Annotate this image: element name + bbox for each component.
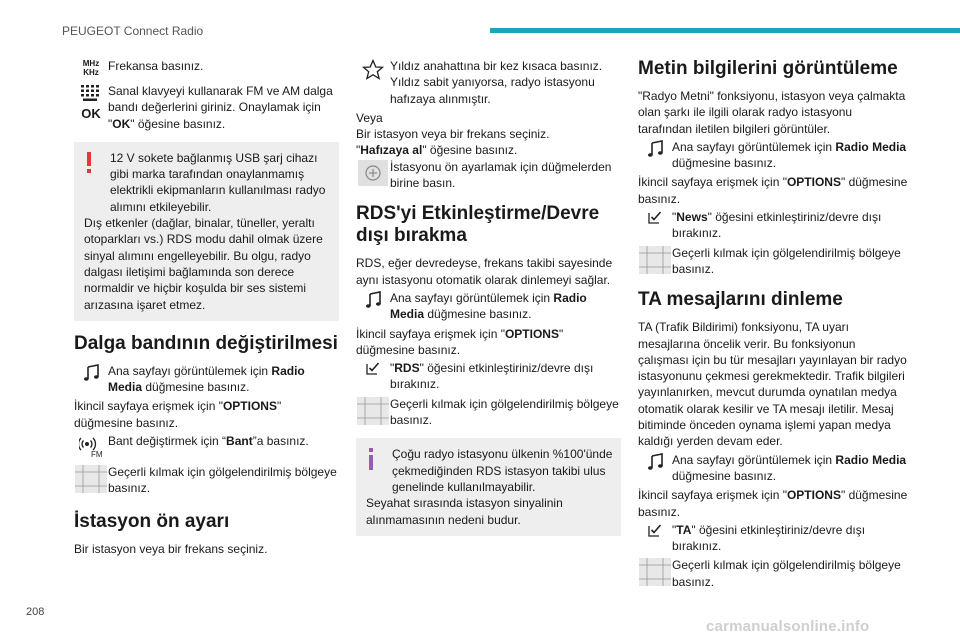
- keyboard-icon: [74, 83, 108, 122]
- ok-label: OK: [81, 106, 101, 121]
- text-grid-step: Geçerli kılmak için gölgelendirilmiş bölgeye basınız.: [638, 245, 908, 278]
- text-media-step: Ana sayfayı görüntülemek için Radio Media düğmesine basınız.: [638, 139, 908, 172]
- rds-heading: RDS'yi Etkinleştirme/Devre dışı bırakma: [356, 203, 600, 247]
- info-note: Çoğu radyo istasyonu ülkenin %100'ünde çekmediğinden RDS istasyon takibi ulus genelinde kullanılmayabilir. Seyahat sırasında istasyon sinyalinin alınmamasının nedeni budur.: [356, 438, 621, 535]
- news-check-step: "News" öğesini etkinleştiriniz/devre dışı bırakınız.: [638, 209, 908, 242]
- page-number: 208: [26, 606, 45, 618]
- header-accent-bar: [490, 28, 960, 33]
- band-heading: Dalga bandının değiştirilmesi: [74, 332, 338, 354]
- band-grid-step: Geçerli kılmak için gölgelendirilmiş bölgeye basınız.: [74, 464, 339, 497]
- column-1: MHz KHz Frekansa basınız. OK Sanal klavyeyi kullanarak FM ve AM dalga bandı değerlerini giriniz. Onaylamak için "OK" öğesine basınız. 12 V sokete bağlanmış USB şarj cihazı gibi marka tarafından onaylanmamış elektrikli ekipmanların kullanılması radyo alımını etkileyebilir. Dış etkenler (dağlar, binalar, tüneller, yeraltı otoparkları vs.) RDS modu dahil olmak üzere sinyal alımını engelleyebilir. Bu olgu, radyo dalgası iletişimi bağlamında son derece normaldir ve hiçbir koşulda bir ses sistemi arızasına işaret etmez. Dalga bandının değiştirilmesi Ana sayfayı görüntülemek için Radio Media düğmesine basınız. İkincil sayfaya erişmek için "OPTIONS" düğmesine basınız. FM Bant değiştirmek için “Bant”a basınız. Geçerli kılmak için gölgelendirilmiş bölgeye basınız. İstasyon ön ayarı Bir istasyon veya bir frekans seçiniz.: [74, 59, 338, 556]
- rds-check-step: "RDS" öğesini etkinleştiriniz/devre dışı bırakınız.: [356, 360, 621, 393]
- ta-heading: TA mesajlarını dinleme: [638, 289, 843, 311]
- ta-check-step: "TA" öğesini etkinleştiriniz/devre dışı bırakınız.: [638, 522, 908, 555]
- music-note-icon: [74, 363, 108, 382]
- freq-step: MHz KHz Frekansa basınız.: [74, 58, 339, 77]
- checkbox-icon: [356, 360, 390, 375]
- keyboard-step: OK Sanal klavyeyi kullanarak FM ve AM dalga bandı değerlerini giriniz. Onaylamak için "OK" öğesine basınız.: [74, 83, 339, 132]
- band-fm-step: FM Bant değiştirmek için “Bant”a basınız.: [74, 433, 339, 458]
- footer-watermark: carmanualsonline.info: [706, 618, 870, 635]
- svg-text:FM: FM: [91, 450, 103, 459]
- fm-radio-icon: [74, 433, 108, 458]
- star-icon: [356, 58, 390, 81]
- add-preset-icon: [356, 159, 390, 186]
- rds-media-step: Ana sayfayı görüntülemek için Radio Media düğmesine basınız.: [356, 290, 621, 323]
- text-info-heading: Metin bilgilerini görüntüleme: [638, 58, 898, 79]
- preset-heading: İstasyon ön ayarı: [74, 510, 230, 532]
- warning-note: 12 V sokete bağlanmış USB şarj cihazı gibi marka tarafından onaylanmamış elektrikli ekipmanların kullanılması radyo alımını etkileyebilir. Dış etkenler (dağlar, binalar, tüneller, yeraltı otoparkları vs.) RDS modu dahil olmak üzere sinyal alımını engelleyebilir. Bu olgu, radyo dalgası iletişimi bağlamında son derece normaldir ve hiçbir koşulda bir ses sistemi arızasına işaret etmez.: [74, 142, 339, 321]
- column-3: Metin bilgilerini görüntüleme "Radyo Metni" fonksiyonu, istasyon veya çalmakta olan şarkı ile ilgili olarak radyo istasyonu tarafından iletilen bilgileri görüntüler. Ana sayfayı görüntülemek için Radio Media düğmesine basınız. İkincil sayfaya erişmek için "OPTIONS" düğmesine basınız. "News" öğesini etkinleştiriniz/devre dışı bırakınız. Geçerli kılmak için gölgelendirilmiş bölgeye basınız. TA mesajlarını dinleme TA (Trafik Bildirimi) fonksiyonu, TA uyarı mesajlarına öncelik verir. Bu fonksiyonun çalışması için bu tür mesajları yayınlayan bir radyo istasyonunu çekmesi gerekmektedir. Trafik bilgileri yayınlanırken, mevcut durumda oynatılan medya otomatik olarak kesilir ve TA mesajı iletilir. Mesaj bitiminde önceden oynama işlemi yapan medya kaldığı yerden devam eder. Ana sayfayı görüntülemek için Radio Media düğmesine basınız. İkincil sayfaya erişmek için "OPTIONS" düğmesine basınız. "TA" öğesini etkinleştiriniz/devre dışı bırakınız. Geçerli kılmak için gölgelendirilmiş bölgeye basınız.: [638, 58, 908, 589]
- info-icon: [367, 448, 375, 474]
- header-title: PEUGEOT Connect Radio: [62, 24, 204, 38]
- grid-zone-icon: [638, 245, 672, 274]
- grid-zone-icon: [638, 557, 672, 586]
- ta-media-step: Ana sayfayı görüntülemek için Radio Media düğmesine basınız.: [638, 452, 908, 485]
- star-step: Yıldız anahattına bir kez kısaca basınız. Yıldız sabit yanıyorsa, radyo istasyonu hafızaya alınmıştır.: [356, 58, 621, 107]
- ta-grid-step: Geçerli kılmak için gölgelendirilmiş bölgeye basınız.: [638, 557, 908, 590]
- grid-zone-icon: [74, 464, 108, 493]
- checkbox-icon: [638, 209, 672, 224]
- grid-zone-icon: [356, 396, 390, 425]
- checkbox-icon: [638, 522, 672, 537]
- music-note-icon: [638, 139, 672, 158]
- exclamation-icon: [85, 152, 93, 178]
- music-note-icon: [356, 290, 390, 309]
- plus-step: İstasyonu ön ayarlamak için düğmelerden birine basın.: [356, 159, 621, 192]
- column-2: Yıldız anahattına bir kez kısaca basınız. Yıldız sabit yanıyorsa, radyo istasyonu hafızaya alınmıştır. Veya Bir istasyon veya bir frekans seçiniz. "Hafızaya al" öğesine basınız. İstasyonu ön ayarlamak için düğmelerden birine basın. RDS'yi Etkinleştirme/Devre dışı bırakma RDS, eğer devredeyse, frekans takibi sayesinde aynı istasyonu otomatik olarak dinlemeyi sağlar. Ana sayfayı görüntülemek için Radio Media düğmesine basınız. İkincil sayfaya erişmek için "OPTIONS" düğmesine basınız. "RDS" öğesini etkinleştiriniz/devre dışı bırakınız. Geçerli kılmak için gölgelendirilmiş bölgeye basınız. Çoğu radyo istasyonu ülkenin %100'ünde çekmediğinden RDS istasyon takibi ulus genelinde kullanılmayabilir. Seyahat sırasında istasyon sinyalinin alınmamasının nedeni budur.: [356, 58, 621, 548]
- music-note-icon: [638, 452, 672, 471]
- mhz-khz-icon: MHz KHz: [82, 59, 100, 77]
- rds-grid-step: Geçerli kılmak için gölgelendirilmiş bölgeye basınız.: [356, 396, 621, 429]
- band-media-step: Ana sayfayı görüntülemek için Radio Media düğmesine basınız.: [74, 363, 339, 396]
